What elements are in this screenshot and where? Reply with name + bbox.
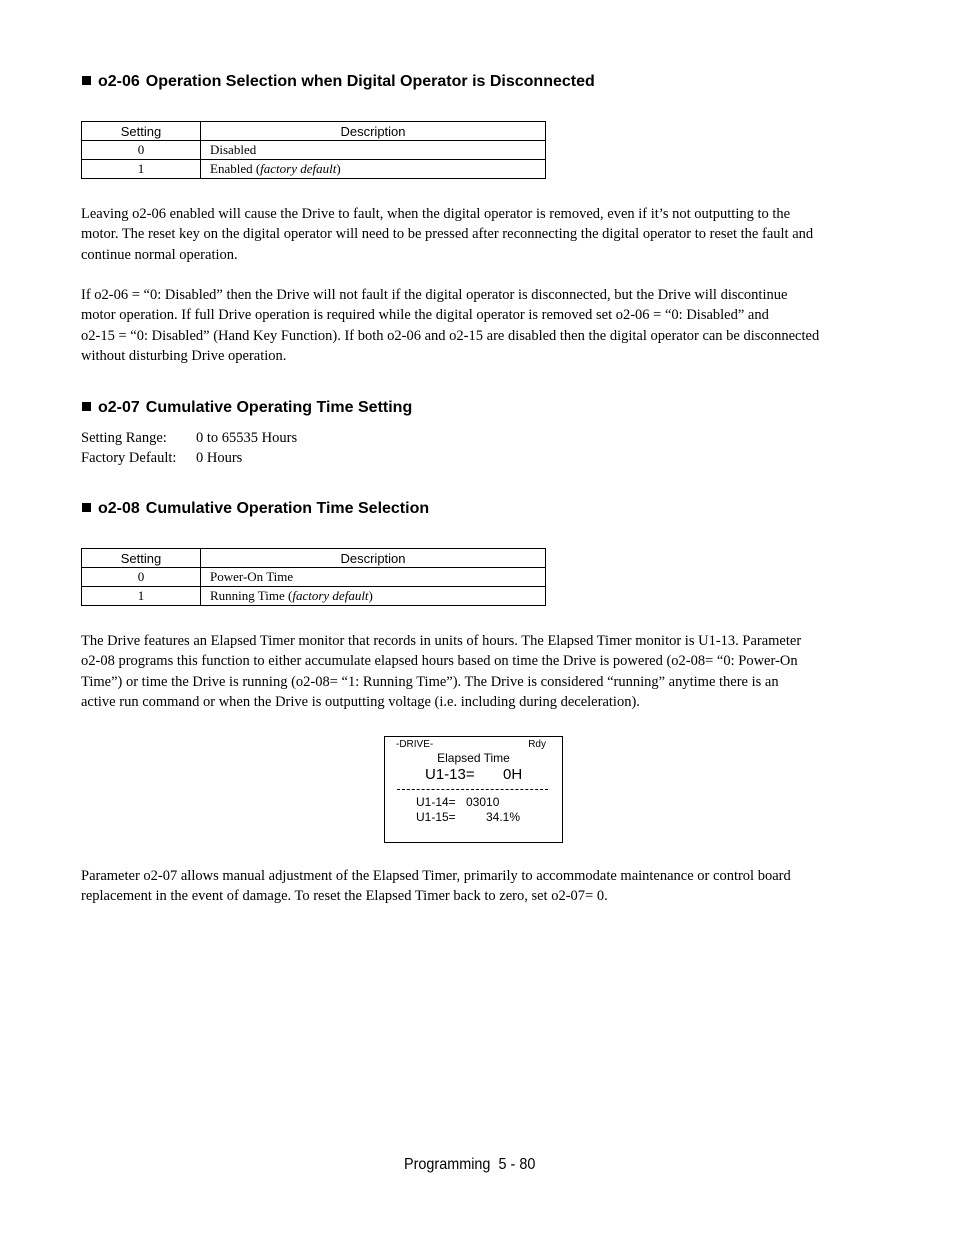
table-header-row [82, 122, 546, 141]
text-line: motor operation. If full Drive operation is required while the digital operator is removed set o2-06 = “0: Disabled” and [81, 307, 769, 324]
text-line: Parameter o2-07 allows manual adjustment of the Elapsed Timer, primarily to accommodate maintenance or control board [81, 868, 791, 884]
operator-display [384, 736, 563, 843]
text-line: o2-08 programs this function to either accumulate elapsed hours based on time the Drive is powered (o2-08= “0: Power-On [81, 653, 798, 670]
column-header-setting: Setting [82, 122, 201, 141]
parameter-number: o2-06 [98, 73, 140, 90]
text-line: continue normal operation. [81, 246, 238, 263]
parameter-number: o2-08 [98, 500, 140, 517]
setting-description: Disabled [201, 141, 546, 160]
section-heading-o2-07 [82, 399, 412, 417]
setting-description [201, 160, 546, 179]
paragraph-elapsed-timer [81, 631, 871, 713]
text-line: Time”) or time the Drive is running (o2-08= “1: Running Time”). The Drive is considered “running” anytime there is an [81, 673, 779, 690]
section-heading-o2-08 [82, 500, 429, 518]
table-row [82, 141, 546, 160]
table-row [82, 587, 546, 606]
description-text: Enabled ( [210, 161, 261, 176]
description-text: Running Time ( [210, 588, 293, 603]
settings-table-o2-06 [81, 121, 546, 179]
display-mode: -DRIVE- [396, 739, 434, 750]
text-line: active run command or when the Drive is outputting voltage (i.e. including during deceleration). [81, 694, 640, 711]
paragraph-o2-06-behavior [81, 204, 871, 265]
text-line: o2-15 = “0: Disabled” (Hand Key Function). If both o2-06 and o2-15 are disabled then the digital operator can be disconnected [81, 327, 820, 344]
factory-default-value: 0 Hours [196, 450, 243, 466]
factory-default [81, 448, 242, 468]
factory-default-note: factory default [260, 161, 337, 176]
display-divider [397, 789, 548, 790]
setting-value: 1 [82, 587, 201, 606]
table-row [82, 568, 546, 587]
square-bullet-icon [82, 503, 91, 512]
closing-paren: ) [368, 588, 373, 603]
section-heading-o2-06 [82, 73, 595, 91]
parameter-title: Cumulative Operation Time Selection [145, 500, 430, 517]
factory-default-note: factory default [292, 588, 369, 603]
paragraph-manual-adjustment [81, 866, 871, 907]
column-header-setting: Setting [82, 549, 201, 568]
display-sub2-label: U1-15= [416, 810, 456, 824]
setting-value: 0 [82, 568, 201, 587]
square-bullet-icon [82, 402, 91, 411]
setting-value: 0 [82, 141, 201, 160]
setting-range [81, 428, 297, 448]
square-bullet-icon [82, 76, 91, 85]
table-header-row [82, 549, 546, 568]
setting-range-value: 0 to 65535 Hours [196, 430, 298, 446]
column-header-description: Description [201, 549, 546, 568]
display-sub1-value: 03010 [466, 795, 500, 809]
paragraph-o2-06-disabled [81, 285, 871, 367]
text-line: without disturbing Drive operation. [81, 348, 287, 365]
parameter-number: o2-07 [98, 399, 140, 416]
display-title: Elapsed Time [437, 751, 510, 765]
footer-page-number: 5 - 80 [498, 1156, 536, 1173]
factory-default-label: Factory Default: [81, 450, 177, 466]
text-line: motor. The reset key on the digital operator will need to be pressed after reconnecting the digital operator to reset the fault and [81, 226, 814, 243]
closing-paren: ) [336, 161, 341, 176]
column-header-description: Description [201, 122, 546, 141]
parameter-title: Operation Selection when Digital Operator is Disconnected [145, 73, 595, 90]
footer-section: Programming [404, 1156, 491, 1173]
display-sub1-label: U1-14= [416, 795, 456, 809]
settings-table-o2-08 [81, 548, 546, 606]
display-main-value: 0H [503, 766, 523, 783]
display-status: Rdy [528, 739, 546, 750]
table-row [82, 160, 546, 179]
display-sub2-value: 34.1% [486, 810, 521, 824]
text-line: replacement in the event of damage. To reset the Elapsed Timer back to zero, set o2-07= 0. [81, 888, 608, 905]
display-main-label: U1-13= [425, 766, 475, 783]
setting-range-label: Setting Range: [81, 430, 167, 446]
setting-description [201, 587, 546, 606]
text-line: If o2-06 = “0: Disabled” then the Drive will not fault if the digital operator is disconnected, but the Drive will discontinue [81, 287, 788, 303]
setting-description: Power-On Time [201, 568, 546, 587]
page-footer [404, 1156, 535, 1174]
text-line: The Drive features an Elapsed Timer monitor that records in units of hours. The Elapsed Timer monitor is U1-13. Parameter [81, 633, 802, 649]
setting-value: 1 [82, 160, 201, 179]
text-line: Leaving o2-06 enabled will cause the Drive to fault, when the digital operator is removed, even if it’s not outputting to the [81, 206, 791, 222]
parameter-title: Cumulative Operating Time Setting [145, 399, 413, 416]
